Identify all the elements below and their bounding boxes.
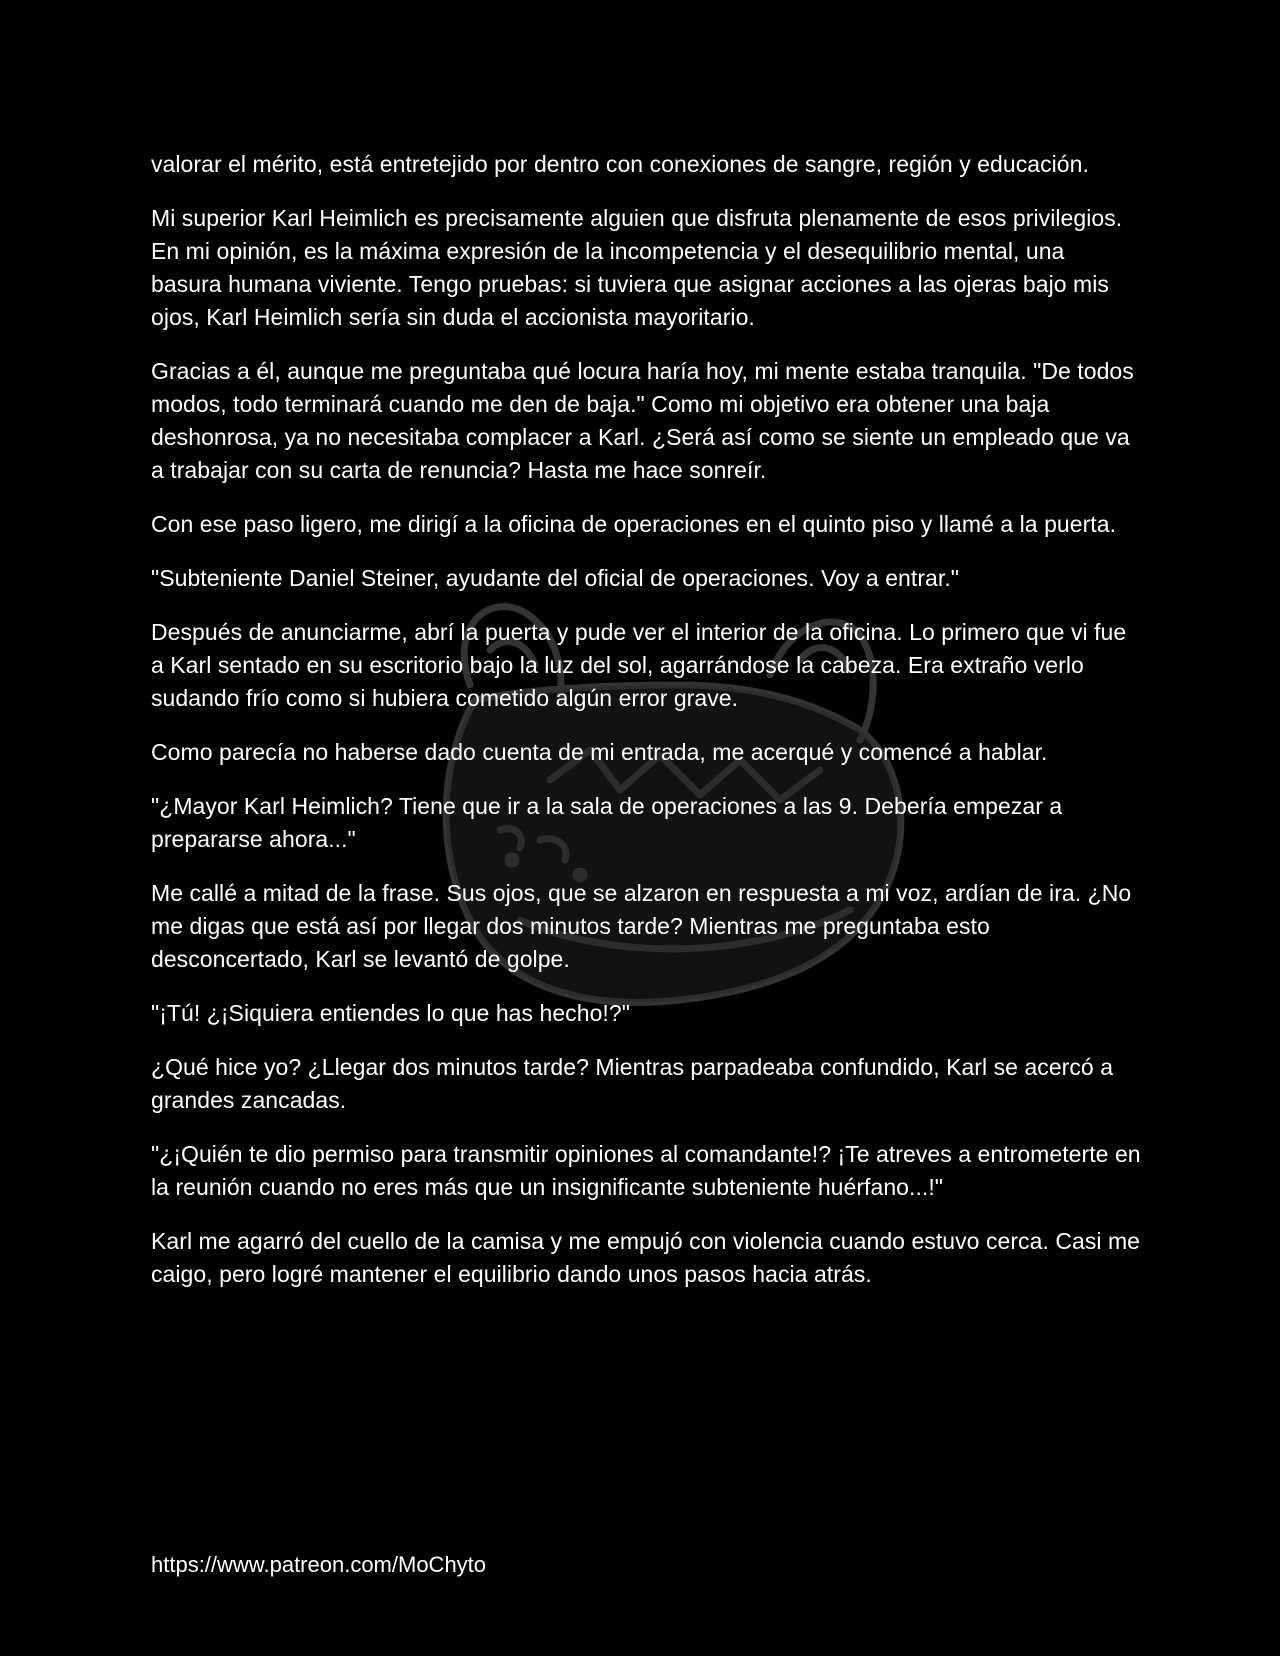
patreon-link[interactable]: https://www.patreon.com/MoChyto [151, 1552, 487, 1577]
paragraph-10: "¡Tú! ¿¡Siquiera entiendes lo que has hecho!?" [151, 1000, 630, 1026]
paragraph-12: "¿¡Quién te dio permiso para transmitir opiniones al comandante!? ¡Te atreves a entrometerte en la reunión cuando no eres más que un insignificante subteniente huérfano...!" [151, 1141, 1141, 1200]
paragraph-1: valorar el mérito, está entretejido por dentro con conexiones de sangre, región y educación. [151, 151, 1089, 177]
paragraph-3: Gracias a él, aunque me preguntaba qué locura haría hoy, mi mente estaba tranquila. "De todos modos, todo terminará cuando me den de baja." Como mi objetivo era obtener una baja deshonrosa, ya no necesitaba complacer a Karl. ¿Será así como se siente un empleado que va a trabajar con su carta de renuncia? Hasta me hace sonreír. [151, 358, 1134, 483]
paragraph-13: Karl me agarró del cuello de la camisa y me empujó con violencia cuando estuvo cerca. Casi me caigo, pero logré mantener el equilibrio dando unos pasos hacia atrás. [151, 1228, 1141, 1287]
paragraph-4: Con ese paso ligero, me dirigí a la oficina de operaciones en el quinto piso y llamé a la puerta. [151, 511, 1117, 537]
paragraph-11: ¿Qué hice yo? ¿Llegar dos minutos tarde? Mientras parpadeaba confundido, Karl se acercó a grandes zancadas. [151, 1054, 1114, 1113]
paragraph-7: Como parecía no haberse dado cuenta de mi entrada, me acerqué y comencé a hablar. [151, 739, 1048, 765]
paragraph-2: Mi superior Karl Heimlich es precisamente alguien que disfruta plenamente de esos privilegios. En mi opinión, es la máxima expresión de la incompetencia y el desequilibrio mental, una basura humana viviente. Tengo pruebas: si tuviera que asignar acciones a las ojeras bajo mis ojos, Karl Heimlich sería sin duda el accionista mayoritario. [151, 205, 1123, 330]
paragraph-6: Después de anunciarme, abrí la puerta y pude ver el interior de la oficina. Lo primero que vi fue a Karl sentado en su escritorio bajo la luz del sol, agarrándose la cabeza. Era extraño verlo sudando frío como si hubiera cometido algún error grave. [151, 619, 1127, 711]
paragraph-9: Me callé a mitad de la frase. Sus ojos, que se alzaron en respuesta a mi voz, ardían de ira. ¿No me digas que está así por llegar dos minutos tarde? Mientras me preguntaba esto desconcertado, Karl se levantó de golpe. [151, 880, 1132, 972]
paragraph-5: "Subteniente Daniel Steiner, ayudante del oficial de operaciones. Voy a entrar." [151, 565, 959, 591]
paragraph-8: "¿Mayor Karl Heimlich? Tiene que ir a la sala de operaciones a las 9. Debería empezar a prepararse ahora..." [151, 793, 1063, 852]
document-body [151, 148, 1141, 1312]
